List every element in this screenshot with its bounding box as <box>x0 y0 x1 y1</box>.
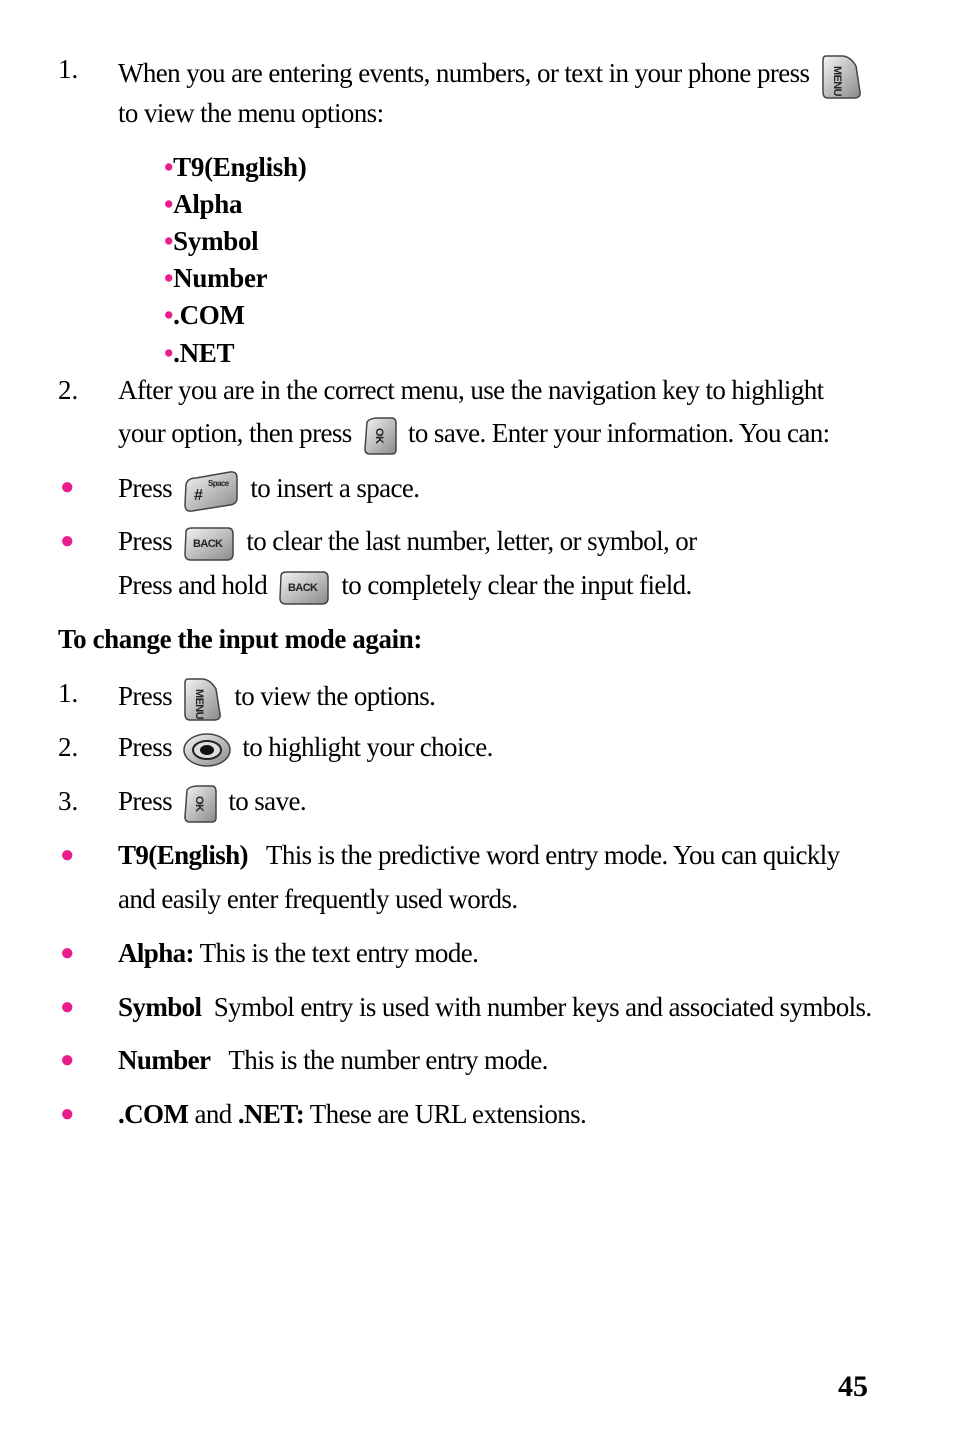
step-number: 1. <box>58 678 79 708</box>
mode-desc: This is the text entry mode. <box>199 938 479 968</box>
mode-connector: and <box>194 1099 232 1129</box>
mode-term: Symbol <box>118 992 202 1022</box>
ok-key-icon <box>362 416 398 456</box>
option-label: Symbol <box>173 226 259 256</box>
mode-term: .NET: <box>237 1099 305 1129</box>
back-key-icon <box>277 570 331 606</box>
mode-desc: These are URL extensions. <box>309 1099 587 1129</box>
step-text: to view the options. <box>234 681 436 712</box>
mode-term: T9(English) <box>118 840 248 870</box>
option-label: Alpha <box>173 189 243 219</box>
bullet-text: Press <box>118 473 173 504</box>
mode-term: Alpha: <box>118 938 194 968</box>
section-heading: To change the input mode again: <box>58 624 422 654</box>
back-key-label: BACK <box>193 537 223 550</box>
bullet-text: to completely clear the input field. <box>341 570 692 600</box>
page-number: 45 <box>838 1370 868 1403</box>
bullet-icon: ● <box>60 1101 75 1127</box>
space-key-label: Space <box>208 479 229 488</box>
step-text-cont: to save. Enter your information. You can: <box>407 418 830 449</box>
bullet-icon: ● <box>60 528 75 554</box>
back-key-icon <box>182 526 236 562</box>
step-text-cont: your option, then press <box>118 418 352 449</box>
step-text: to save. <box>228 786 307 817</box>
step-text: to highlight your choice. <box>242 732 493 762</box>
manual-page: 1. When you are entering events, numbers, or text in your phone press MENU to view the menu options: •T9(English) •Alpha •Symbol •Number •.COM •.NET 2. After you are in the correct menu, use the navigation key to highlight your option, then press OK to save. Enter your information. You can: ● Press # Space to insert a space. ● Press BACK to clear the last number, letter, or symbol, or Press and hold BACK to completely clear the input field. To change the input mode again: 1. Press MENU to view the options. 2. Press to highlight your choice. 3. Press OK to save. ● T9(English) This is the predictive word entry mode. You can quickly and easily enter frequently used words. ● Alpha: This is the text entry mode. ● Symbol Symbol entry is used with number keys and associated symbols. ● Number This is the number entry mode. ● .COM and .NET: These are URL extensions. 45 <box>58 54 872 1403</box>
option-label: Number <box>173 263 268 293</box>
step-text: After you are in the correct menu, use the navigation key to highlight <box>118 375 824 405</box>
option-label: .COM <box>173 300 245 330</box>
step-text: Press <box>118 681 173 712</box>
bullet-text: Press <box>118 526 173 556</box>
step-number: 2. <box>58 732 79 762</box>
step-text: When you are entering events, numbers, or text in your phone press <box>118 58 810 89</box>
menu-key-label: MENU <box>193 689 206 719</box>
step-number: 2. <box>58 375 79 405</box>
nav-key-icon <box>182 732 232 768</box>
bullet-icon: ● <box>60 940 75 966</box>
pound-space-key-icon <box>182 470 240 512</box>
ok-key-icon <box>182 784 218 824</box>
menu-key-label: MENU <box>830 66 843 96</box>
bullet-text: Press and hold <box>118 570 268 600</box>
step-number: 1. <box>58 54 79 84</box>
bullet-icon: ● <box>60 474 75 500</box>
bullet-text: to clear the last number, letter, or symbol, or <box>246 526 697 556</box>
option-label: T9(English) <box>173 152 307 182</box>
step-text: Press <box>118 786 173 817</box>
bullet-icon: ● <box>60 994 75 1020</box>
step-text-cont: to view the menu options: <box>118 98 384 128</box>
step-text: Press <box>118 732 173 762</box>
bullet-icon: ● <box>60 842 75 868</box>
step-number: 3. <box>58 786 79 816</box>
pound-key-label: # <box>194 487 203 504</box>
mode-desc: This is the number entry mode. <box>228 1045 548 1075</box>
mode-desc-cont: and easily enter frequently used words. <box>118 884 518 914</box>
option-label: .NET <box>173 338 235 368</box>
mode-desc: Symbol entry is used with number keys and associated symbols. <box>213 992 872 1022</box>
ok-key-label: OK <box>193 796 206 812</box>
menu-key-icon <box>820 52 864 100</box>
ok-key-label: OK <box>372 428 385 444</box>
mode-desc: This is the predictive word entry mode. You can quickly <box>265 840 840 870</box>
mode-term: Number <box>118 1045 211 1075</box>
back-key-label: BACK <box>288 581 318 594</box>
bullet-text: to insert a space. <box>250 473 420 504</box>
mode-term: .COM <box>118 1099 189 1129</box>
menu-key-icon <box>182 676 224 722</box>
bullet-icon: ● <box>60 1047 75 1073</box>
